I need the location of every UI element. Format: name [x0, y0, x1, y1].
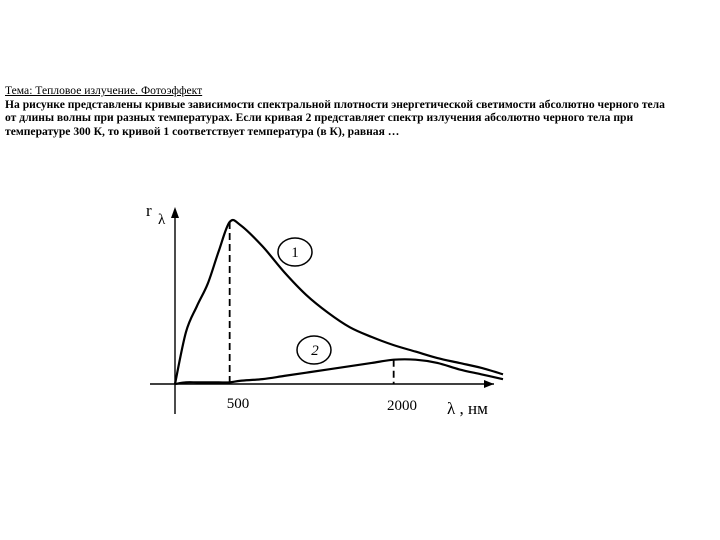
x-axis-arrow [484, 380, 494, 388]
x-tick-label: 500 [226, 396, 250, 412]
y-axis-label-subscript: λ [158, 212, 166, 228]
question-line: На рисунке представлены кривые зависимости спектральной плотности энергетической светимости абсолютно черного тела [5, 97, 665, 111]
curve-2-label: 2 [311, 343, 319, 359]
question-line: температуре 300 К, то кривой 1 соответствует температура (в К), равная … [5, 124, 400, 138]
series-curve-2 [175, 359, 503, 384]
x-tick-label: 2000 [387, 398, 417, 414]
series-curve-1 [175, 220, 503, 384]
question-line: от длины волны при разных температурах. Если кривая 2 представляет спектр излучения абсолютно черного тела при [5, 111, 634, 124]
curve-1-label: 1 [291, 245, 299, 261]
y-axis-label: r [146, 201, 152, 220]
series-layer [175, 220, 503, 384]
y-axis-arrow [171, 207, 179, 218]
x-axis-label: λ , нм [447, 399, 488, 418]
topic-text: Тема: Тепловое излучение. Фотоэффект [5, 84, 203, 97]
